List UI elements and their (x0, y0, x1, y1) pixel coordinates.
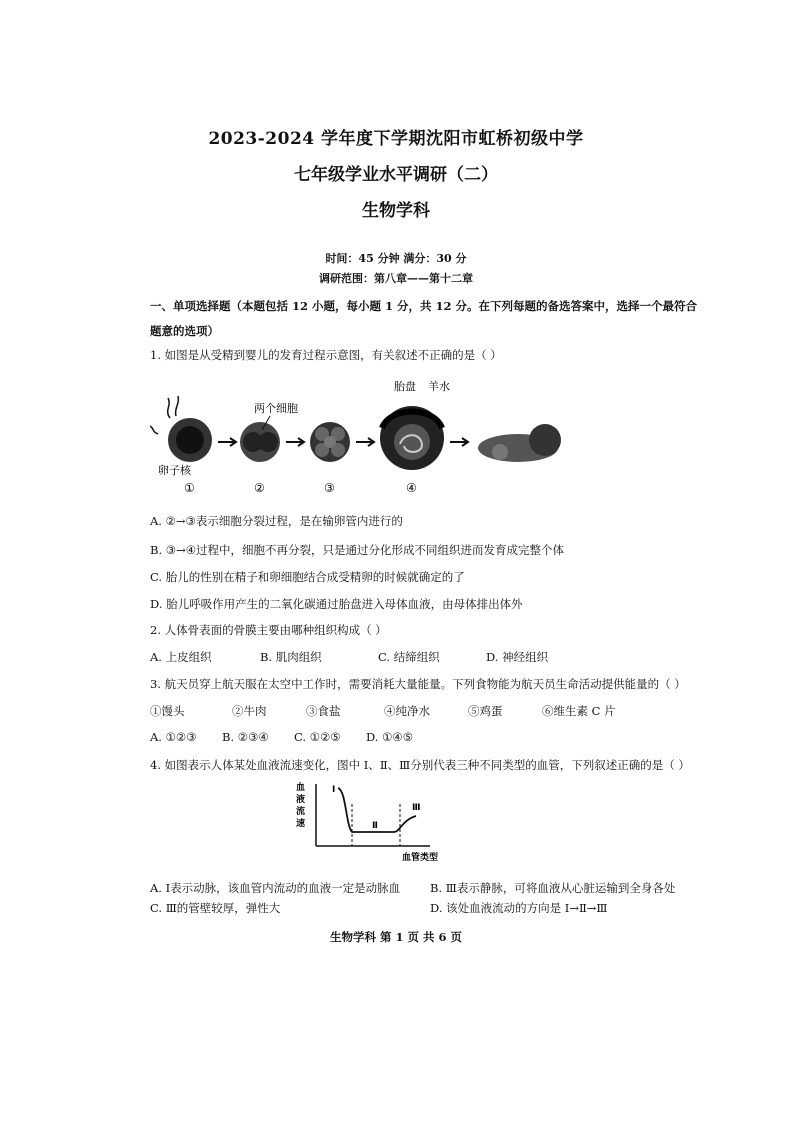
fertilized-egg-image (150, 396, 212, 462)
q1-option-c: C. 胎儿的性别在精子和卵细胞结合成受精卵的时候就确定的了 (150, 570, 465, 584)
q2-option-b: B. 肌肉组织 (260, 650, 322, 664)
chart-xlabel: 血管类型 (402, 853, 439, 863)
q4-option-b: B. Ⅲ表示静脉，可将血液从心脏运输到全身各处 (430, 881, 676, 895)
exam-scope: 调研范围：第八章——第十二章 (319, 272, 473, 285)
q1-option-b: B. ③→④过程中，细胞不再分裂，只是通过分化形成不同组织进而发育成完整个体 (150, 543, 565, 557)
two-cells-label: 两个细胞 (254, 402, 298, 415)
q3-option-a: A. ①②③ (150, 730, 197, 744)
chart-ylabel-2: 液 (296, 795, 306, 805)
q4-option-d: D. 该处血液流动的方向是 Ⅰ→Ⅱ→Ⅲ (430, 901, 608, 915)
q2-option-a: A. 上皮组织 (150, 650, 212, 664)
stage-4-number: ④ (406, 481, 417, 495)
q2-option-c: C. 结缔组织 (378, 650, 440, 664)
q2-option-d: D. 神经组织 (486, 650, 549, 664)
arrow-4-icon (450, 438, 468, 446)
exam-title-school: 2023-2024 学年度下学期沈阳市虹桥初级中学 (208, 129, 584, 149)
arrow-3-icon (356, 438, 374, 446)
section-heading: 一、单项选择题（本题包括 12 小题，每小题 1 分，共 12 分。在下列每题的备选答案中，选择一个最符合 (150, 299, 698, 313)
embryo-image (380, 406, 444, 470)
q3-item-4: ④纯净水 (384, 704, 430, 718)
q1-option-d: D. 胎儿呼吸作用产生的二氧化碳通过胎盘进入母体血液，由母体排出体外 (150, 597, 523, 611)
q3-item-1: ①馒头 (150, 704, 185, 718)
q3-option-b: B. ②③④ (222, 730, 269, 744)
q4-blood-flow-chart (290, 778, 460, 868)
exam-title-subject: 生物学科 (362, 201, 430, 221)
q1-development-figure (150, 370, 580, 500)
exam-time-score: 时间：45 分钟 满分：30 分 (325, 252, 467, 265)
two-cell-image (240, 422, 280, 462)
amniotic-fluid-label: 羊水 (428, 380, 450, 393)
q1-option-a: A. ②→③表示细胞分裂过程，是在输卵管内进行的 (150, 514, 403, 528)
q2-stem: 2. 人体骨表面的骨膜主要由哪种组织构成（ ） (150, 623, 387, 637)
chart-label-I: Ⅰ (332, 785, 336, 795)
baby-image (478, 424, 561, 462)
page-footer: 生物学科 第 1 页 共 6 页 (329, 930, 463, 944)
q3-stem: 3. 航天员穿上航天服在太空中工作时，需要消耗大量能量。下列食物能为航天员生命活动提供能量的（ ） (150, 677, 686, 691)
q3-option-d: D. ①④⑤ (366, 730, 414, 744)
q4-option-a: A. Ⅰ表示动脉，该血管内流动的血液一定是动脉血 (150, 881, 401, 895)
arrow-1-icon (218, 438, 236, 446)
chart-label-III: Ⅲ (412, 803, 421, 813)
chart-ylabel-4: 速 (296, 819, 306, 829)
placenta-label: 胎盘 (394, 380, 416, 393)
arrow-2-icon (286, 438, 304, 446)
q3-option-c: C. ①②⑤ (294, 730, 341, 744)
chart-label-II: Ⅱ (372, 821, 378, 831)
q4-option-c: C. Ⅲ的管壁较厚，弹性大 (150, 901, 281, 915)
stage-2-number: ② (254, 481, 265, 495)
q3-item-5: ⑤鸡蛋 (468, 704, 503, 718)
q3-item-6: ⑥维生素 C 片 (542, 704, 616, 718)
q4-stem: 4. 如图表示人体某处血液流速变化，图中 Ⅰ、Ⅱ、Ⅲ分别代表三种不同类型的血管，下列叙述正确的是（ ） (150, 758, 690, 772)
section-heading-cont: 题意的选项） (150, 324, 219, 338)
stage-1-number: ① (184, 481, 195, 495)
chart-ylabel-1: 血 (296, 783, 306, 793)
egg-nucleus-label: 卵子核 (158, 464, 191, 477)
stage-3-number: ③ (324, 481, 335, 495)
chart-ylabel-3: 流 (296, 807, 306, 817)
morula-image (310, 422, 350, 462)
exam-title-grade: 七年级学业水平调研（二） (294, 165, 498, 185)
q3-item-3: ③食盐 (306, 704, 341, 718)
q3-item-2: ②牛肉 (232, 704, 267, 718)
q1-stem: 1. 如图是从受精到婴儿的发育过程示意图，有关叙述不正确的是（ ） (150, 348, 502, 362)
